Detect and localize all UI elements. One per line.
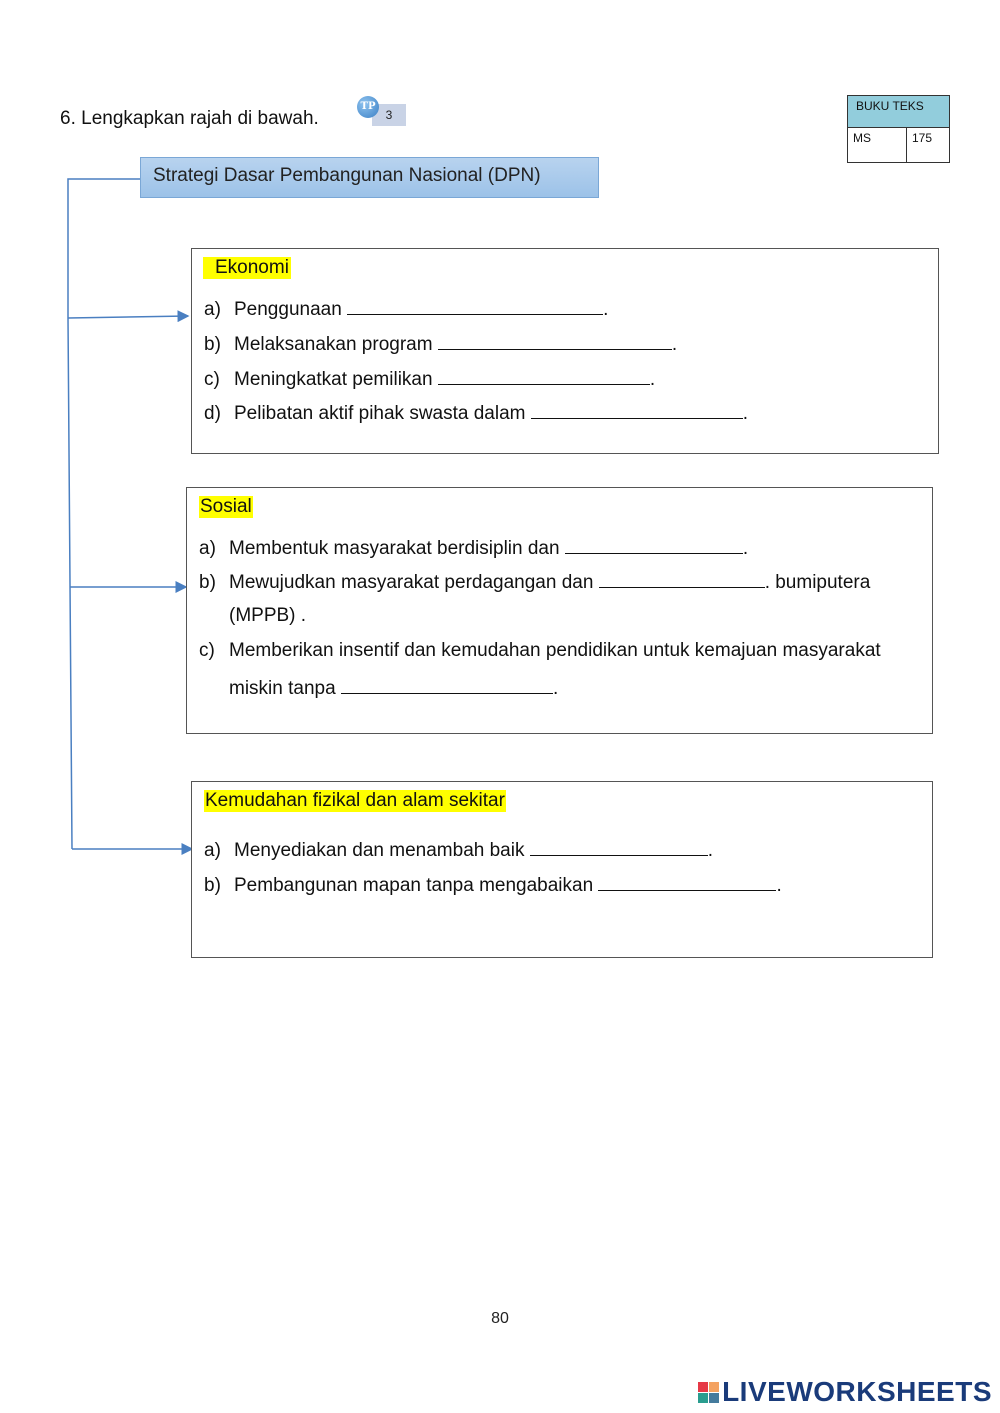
- list-item: d) Pelibatan aktif pihak swasta dalam .: [204, 403, 749, 424]
- tp-level: 3: [372, 104, 406, 126]
- textbook-ms-label: MS: [848, 128, 907, 162]
- list-item: a) Menyediakan dan menambah baik .: [204, 840, 714, 861]
- list-item: b) Pembangunan mapan tanpa mengabaikan .: [204, 875, 782, 896]
- list-item: b) Mewujudkan masyarakat perdagangan dan . bumiputera: [199, 572, 871, 593]
- fizikal-card: [191, 781, 933, 958]
- list-item: a) Membentuk masyarakat berdisiplin dan .: [199, 538, 749, 559]
- strategy-title-box: Strategi Dasar Pembangunan Nasional (DPN): [140, 157, 599, 198]
- answer-blank[interactable]: [530, 838, 708, 856]
- answer-blank[interactable]: [347, 297, 603, 315]
- page-number: 80: [491, 1310, 509, 1327]
- sosial-card: [186, 487, 933, 734]
- list-item: a) Penggunaan .: [204, 299, 609, 320]
- answer-blank[interactable]: [531, 401, 743, 419]
- sosial-title: Sosial: [200, 496, 252, 517]
- answer-blank[interactable]: [341, 676, 553, 694]
- ekonomi-card: [191, 248, 939, 454]
- list-item-continuation: (MPPB) .: [229, 605, 307, 626]
- textbook-title: BUKU TEKS: [848, 96, 949, 128]
- brand-text: LIVEWORKSHEETS: [722, 1376, 992, 1407]
- connector-line: [68, 179, 140, 849]
- list-item-continuation: miskin tanpa .: [229, 678, 559, 699]
- tp-badge-icon: TP: [357, 96, 379, 118]
- answer-blank[interactable]: [438, 332, 672, 350]
- list-item: c) Memberikan insentif dan kemudahan pendidikan untuk kemajuan masyarakat: [199, 640, 881, 661]
- list-item: c) Meningkatkat pemilikan .: [204, 369, 656, 390]
- textbook-page: 175: [912, 131, 933, 145]
- answer-blank[interactable]: [598, 873, 776, 891]
- question-text: 6. Lengkapkan rajah di bawah.: [60, 108, 319, 129]
- ekonomi-title: Ekonomi: [203, 257, 291, 279]
- answer-blank[interactable]: [565, 536, 743, 554]
- fizikal-title: Kemudahan fizikal dan alam sekitar: [205, 790, 505, 811]
- liveworksheets-logo: [698, 1376, 992, 1408]
- brand-grid-icon: [698, 1382, 719, 1403]
- arrow-ekonomi: [68, 316, 188, 318]
- answer-blank[interactable]: [438, 367, 650, 385]
- list-item: b) Melaksanakan program .: [204, 334, 678, 355]
- answer-blank[interactable]: [599, 570, 765, 588]
